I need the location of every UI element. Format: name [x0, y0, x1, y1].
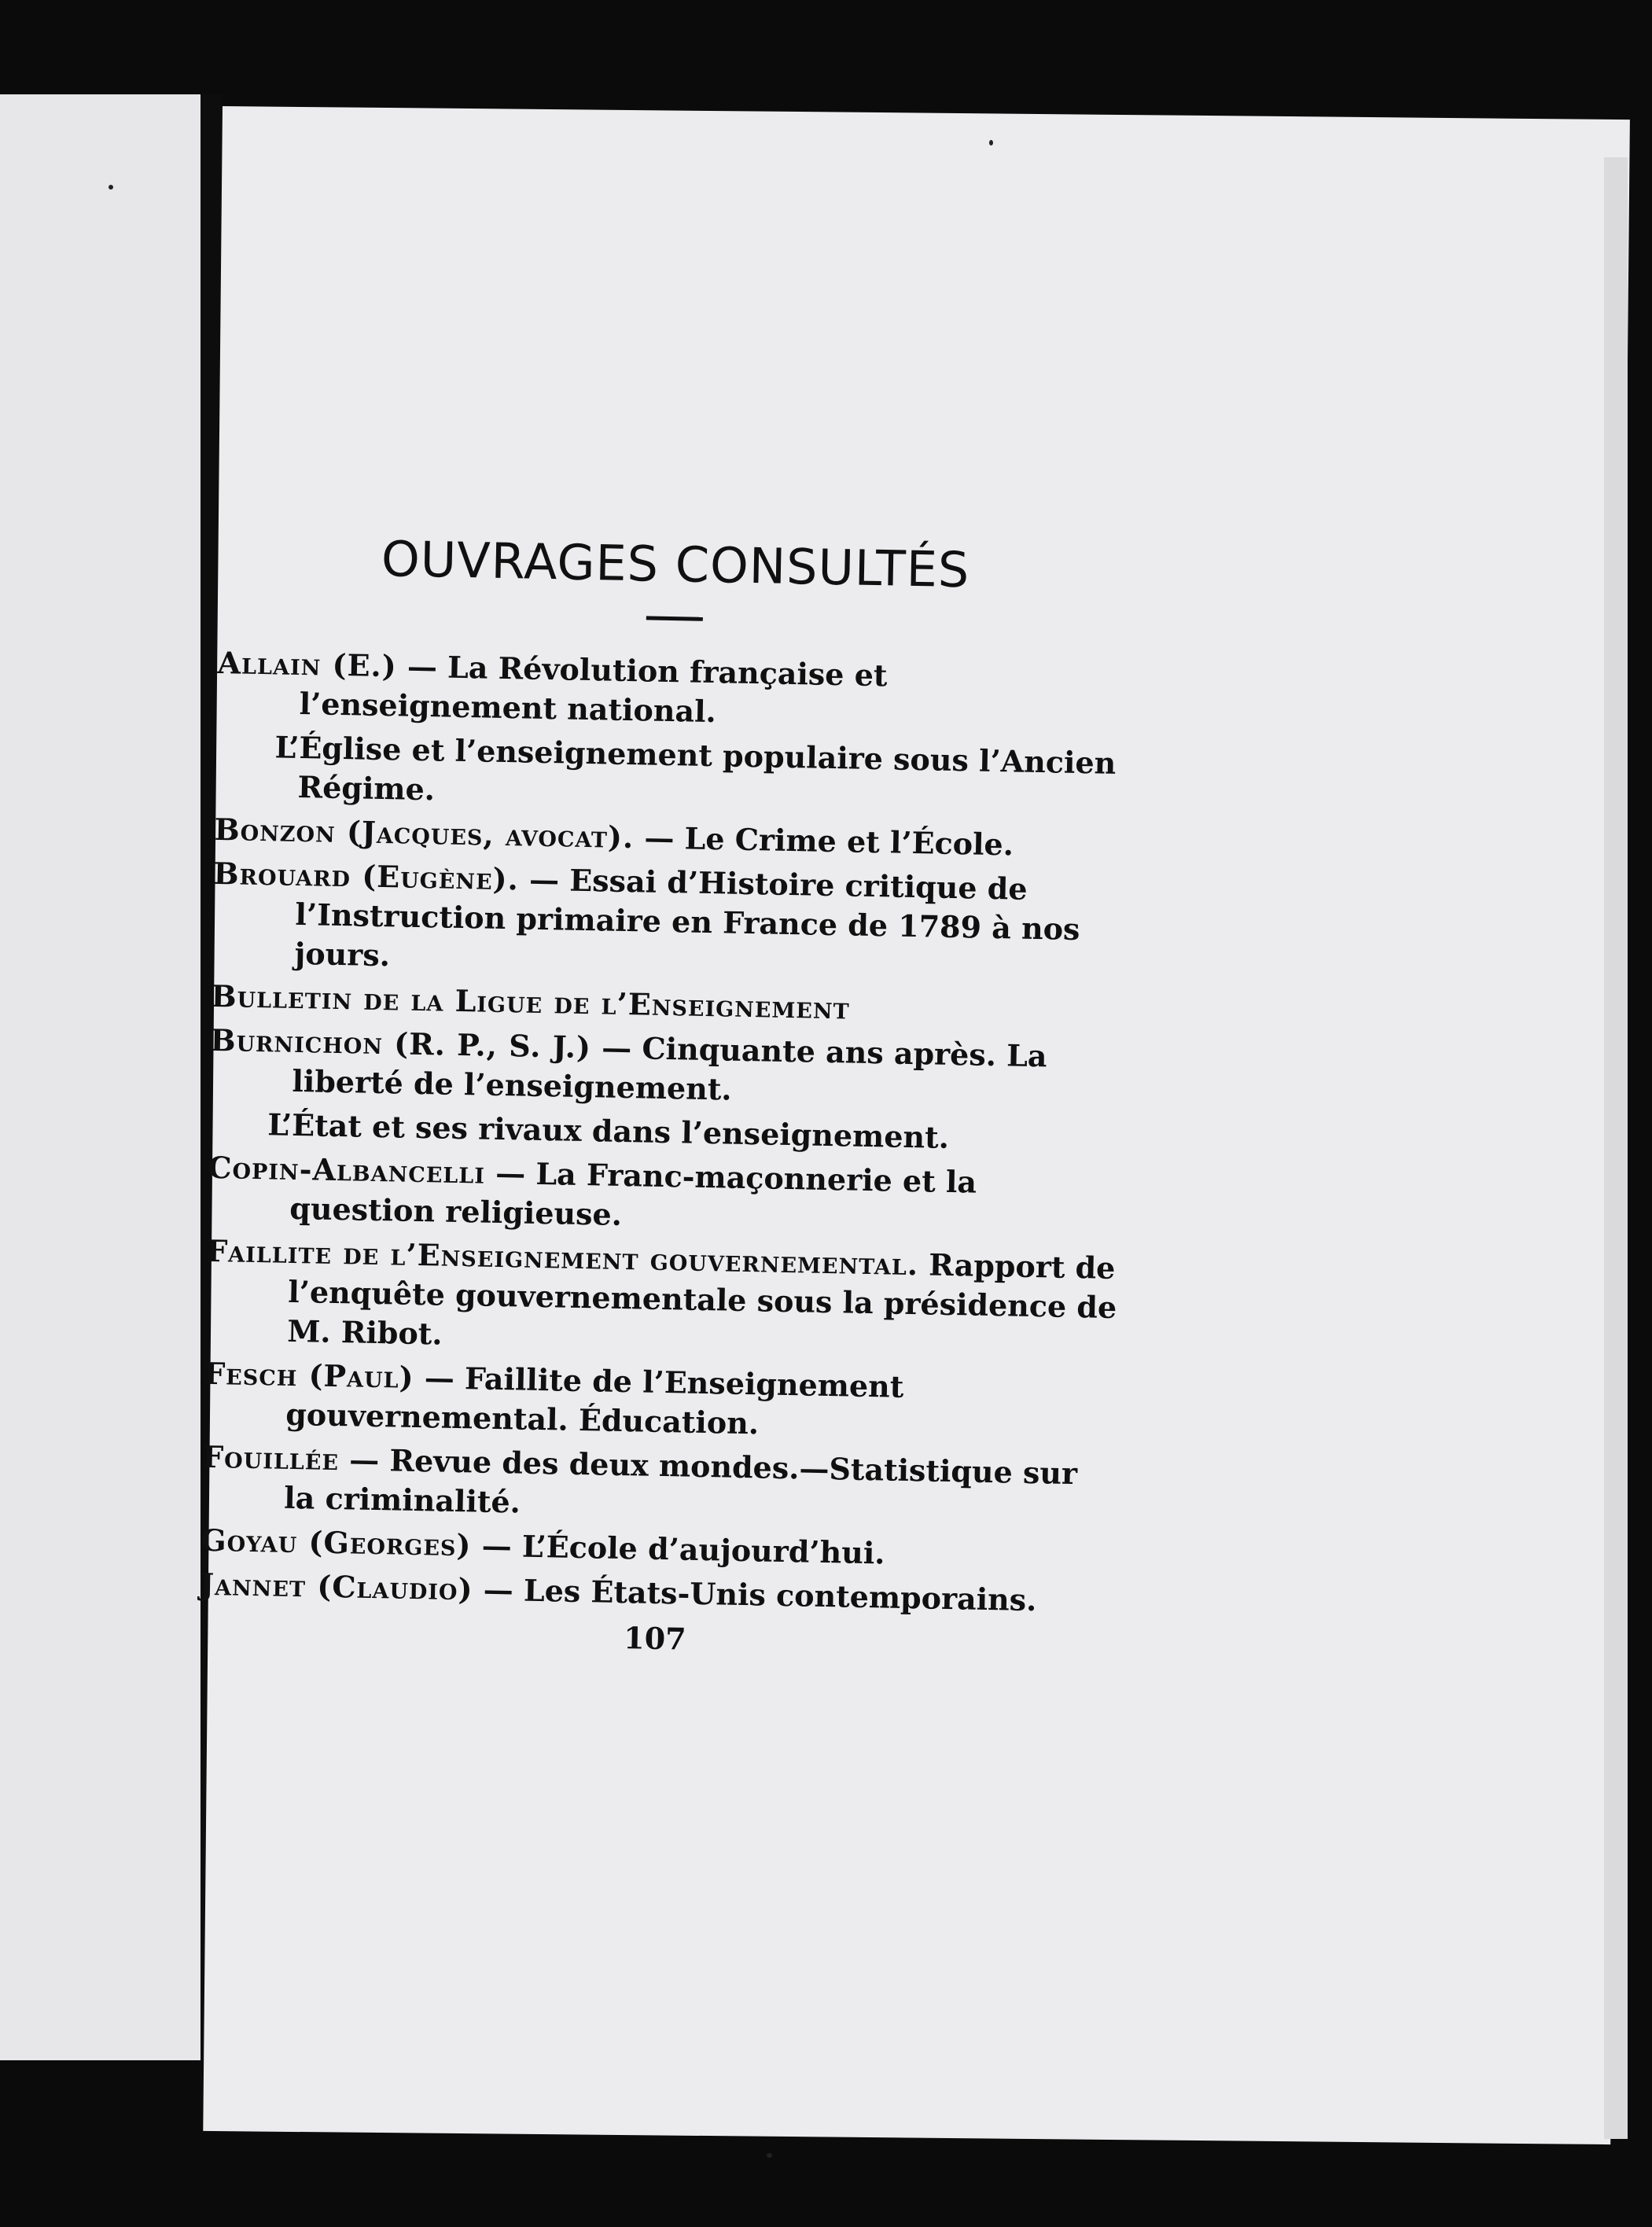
- entry-text: L’État et ses rivaux dans l’enseignement.: [267, 1106, 950, 1155]
- page-title: OUVRAGES CONSULTÉS: [381, 529, 971, 599]
- entry-text: — Revue des deux mondes.—Statistique sur la criminalité.: [283, 1441, 1078, 1520]
- entry-author: Fesch (Paul): [203, 1355, 415, 1395]
- entry-text: L’Église et l’enseignement populaire sous l’Ancien Régime.: [274, 729, 1117, 808]
- dust-speck: [989, 140, 993, 145]
- entry-text: — Faillite de l’Enseignement gouvernemental. Éducation.: [285, 1359, 904, 1441]
- entry-author: Jannet (Claudio): [199, 1566, 473, 1607]
- entry-text: — Les États-Unis contemporains.: [473, 1571, 1037, 1618]
- bibliography-list: [200, 643, 1130, 1621]
- bibliography-entry: [212, 854, 1126, 989]
- bibliography-entry: [209, 1021, 1123, 1117]
- entry-author: Allain (E.): [217, 644, 398, 684]
- entry-author: Faillite de l’Enseignement gouvernemental.: [205, 1232, 919, 1283]
- title-rule: [646, 616, 703, 620]
- dust-speck: [767, 2153, 772, 2158]
- bibliography-entry: [216, 643, 1130, 739]
- left-page-edge: [0, 94, 201, 2060]
- bibliography-entry: [203, 1354, 1117, 1450]
- page-number: 107: [623, 1620, 687, 1657]
- entry-text: — Cinquante ans après. La liberté de l’enseignement.: [292, 1029, 1047, 1107]
- entry-author: Brouard (Eugène).: [213, 855, 520, 897]
- bibliography-entry: [204, 1231, 1119, 1367]
- page-content: [199, 527, 1132, 1665]
- entry-text: — La Franc-maçonnerie et la question religieuse.: [289, 1154, 977, 1232]
- bibliography-entry: [207, 1148, 1120, 1244]
- entry-text: — Essai d’Histoire critique de l’Instruction primaire en France de 1789 à nos jours.: [294, 861, 1080, 974]
- entry-text: Rapport de l’enquête gouvernementale sous la présidence de M. Ribot.: [286, 1246, 1117, 1352]
- entry-author: Bonzon (Jacques, avocat).: [214, 811, 635, 856]
- entry-text: — La Révolution française et l’enseignement national.: [299, 648, 888, 730]
- entry-text: — L’École d’aujourd’hui.: [471, 1527, 885, 1571]
- dust-speck: [109, 185, 113, 190]
- page-edge-shadow: [1604, 157, 1628, 2139]
- entry-text: — Le Crime et l’École.: [633, 819, 1014, 863]
- bibliography-entry: [201, 1437, 1115, 1533]
- entry-author: Goyau (Georges): [200, 1522, 472, 1563]
- entry-author: Copin-Albancelli: [207, 1149, 486, 1191]
- entry-author: Bulletin de la Ligue de l’Enseignement: [211, 977, 851, 1026]
- bibliography-entry: [215, 727, 1128, 823]
- entry-author: Burnichon (R. P., S. J.): [210, 1021, 592, 1066]
- entry-author: Fouillée: [201, 1438, 340, 1478]
